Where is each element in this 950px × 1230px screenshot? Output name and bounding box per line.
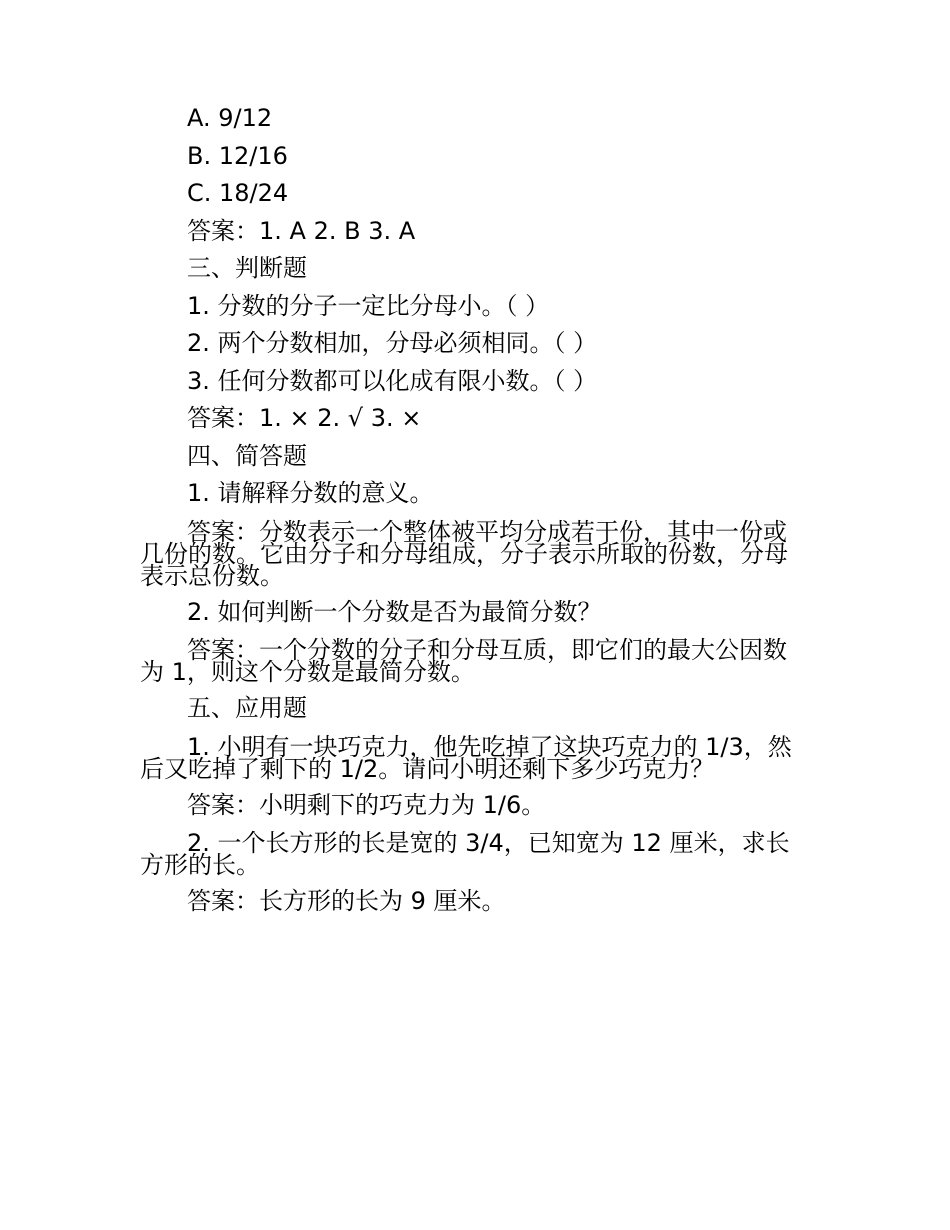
section-3-title: 三、判断题	[187, 254, 307, 282]
document-page	[140, 100, 810, 921]
section-4-title: 四、简答题	[187, 441, 307, 470]
application-question-1: 1. 小明有一块巧克力，他先吃掉了这块巧克力的 1/3，然后又吃掉了剩下的 1/2。请问小明还剩下多少巧克力？	[140, 732, 792, 783]
option-a: A. 9/12	[187, 104, 273, 132]
judge-question-3: 3. 任何分数都可以化成有限小数。（ ）	[187, 366, 598, 395]
judge-question-2: 2. 两个分数相加，分母必须相同。（ ）	[187, 329, 598, 357]
section-5-title: 五、应用题	[187, 694, 307, 722]
short-question-2: 2. 如何判断一个分数是否为最简分数？	[187, 597, 602, 626]
answer-application-1: 答案：小明剩下的巧克力为 1/6。	[187, 790, 546, 819]
short-question-1: 1. 请解释分数的意义。	[187, 479, 434, 507]
option-c: C. 18/24	[187, 179, 289, 207]
answer-short-1: 答案：分数表示一个整体被平均分成若干份，其中一份或几份的数。它由分子和分母组成，分子表示所取的份数，分母表示总份数。	[140, 517, 788, 590]
answer-judge: 答案：1. × 2. √ 3. ×	[187, 404, 422, 432]
answer-short-2: 答案：一个分数的分子和分母互质，即它们的最大公因数为 1，则这个分数是最简分数。	[140, 636, 787, 686]
judge-question-1: 1. 分数的分子一定比分母小。（ ）	[187, 291, 550, 320]
option-b: B. 12/16	[187, 141, 288, 170]
application-question-2: 2. 一个长方形的长是宽的 3/4，已知宽为 12 厘米，求长方形的长。	[140, 829, 790, 879]
answer-choice: 答案：1. A 2. B 3. A	[187, 216, 416, 245]
answer-application-2: 答案：长方形的长为 9 厘米。	[187, 887, 506, 915]
